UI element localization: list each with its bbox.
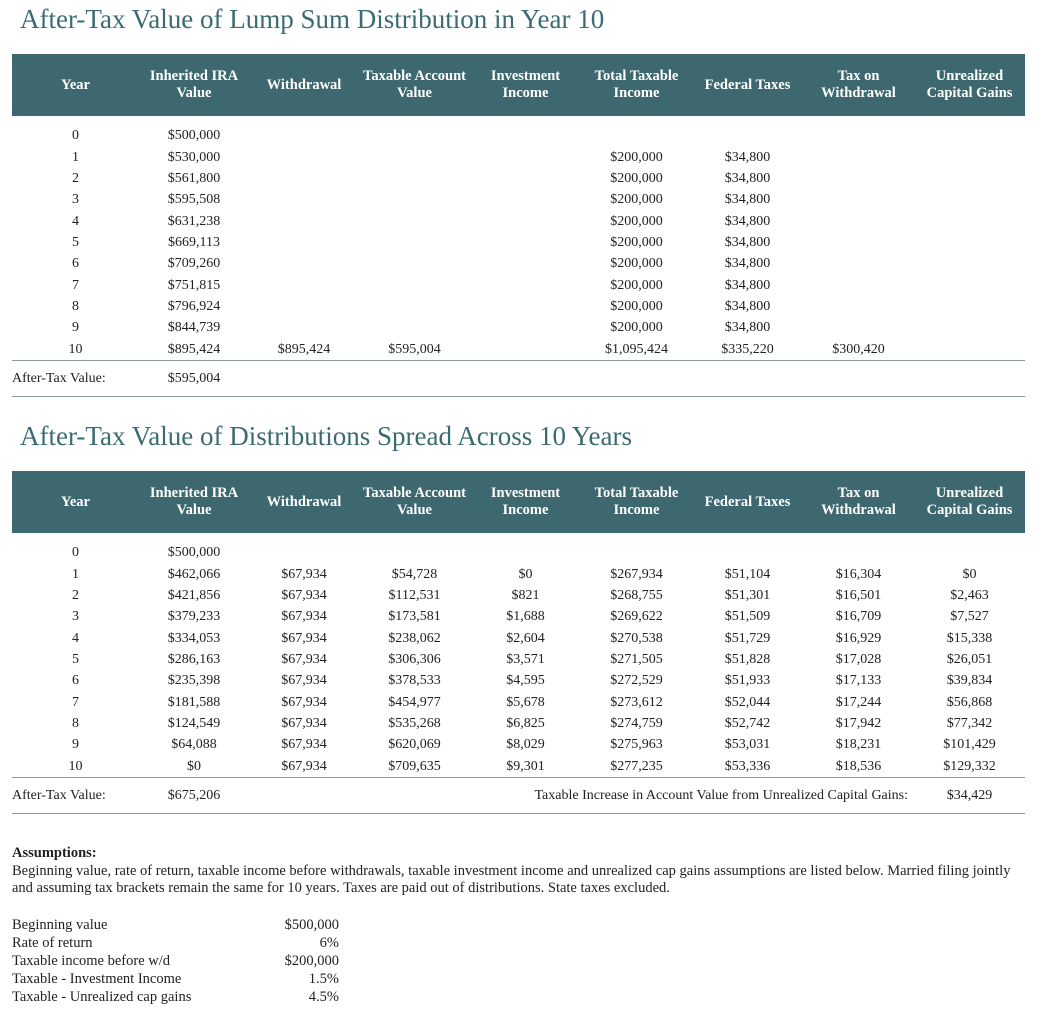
cell-investment-income [470, 338, 581, 360]
cell-tax-on-withdrawal: $17,028 [835, 651, 882, 667]
cell-unrealized-capital-gains [914, 317, 1025, 338]
cell-withdrawal [249, 125, 359, 146]
cell-taxable-account-value: $454,977 [388, 694, 441, 710]
cell-total-taxable-income: $274,759 [610, 715, 663, 731]
cell-total-taxable-income: $267,934 [610, 566, 663, 582]
assumption-param-row [12, 952, 339, 970]
cell-withdrawal [249, 542, 359, 563]
cell-inherited-ira-value: $334,053 [167, 630, 221, 646]
cell-taxable-account-value [359, 189, 470, 210]
cell-tax-on-withdrawal: $16,501 [835, 587, 882, 603]
cell-unrealized-capital-gains [914, 253, 1025, 274]
cell-federal-taxes [692, 542, 803, 563]
header-year: Year [12, 54, 139, 116]
header-taxable-account-value: Taxable Account Value [359, 54, 470, 116]
cell-withdrawal [249, 232, 359, 253]
cell-investment-income: $4,595 [506, 673, 545, 689]
cell-federal-taxes: $34,800 [724, 213, 771, 229]
cell-taxable-account-value [359, 210, 470, 231]
table-row [12, 585, 1025, 606]
cell-year: 5 [72, 651, 79, 667]
cell-investment-income [470, 296, 581, 317]
cell-tax-on-withdrawal [803, 274, 914, 295]
cell-withdrawal: $67,934 [281, 587, 327, 603]
cell-year: 9 [72, 737, 79, 753]
assumption-param-label: Taxable income before w/d [12, 953, 171, 969]
cell-withdrawal [249, 210, 359, 231]
table-row [12, 189, 1025, 210]
cell-total-taxable-income: $1,095,424 [605, 341, 668, 357]
cell-investment-income [470, 210, 581, 231]
cell-unrealized-capital-gains [914, 210, 1025, 231]
cell-investment-income: $0 [518, 566, 533, 582]
cell-taxable-account-value: $173,581 [388, 609, 441, 625]
cell-year: 6 [72, 256, 79, 272]
cell-federal-taxes: $52,742 [724, 715, 771, 731]
spread-after-tax-row [12, 777, 1025, 813]
cell-year: 3 [72, 609, 79, 625]
assumptions-text: Beginning value, rate of return, taxable income before withdrawals, taxable investment income and unrealized cap gains assumptions are listed below. Married filing jointly and assuming tax brackets remain the same for 10 years. Taxes are paid out of distributions. State taxes excluded. [12, 862, 1011, 896]
header-inherited-ira-value: Inherited IRA Value [139, 54, 249, 116]
table-row [12, 563, 1025, 584]
assumption-param-row [12, 934, 339, 952]
cell-federal-taxes: $34,800 [724, 256, 771, 272]
cell-investment-income [470, 542, 581, 563]
cell-total-taxable-income: $200,000 [610, 213, 663, 229]
cell-taxable-account-value [359, 253, 470, 274]
cell-total-taxable-income: $200,000 [610, 170, 663, 186]
cell-tax-on-withdrawal: $16,929 [835, 630, 882, 646]
assumption-param-label: Beginning value [12, 917, 108, 933]
header-taxable-account-value: Taxable Account Value [359, 471, 470, 533]
after-tax-label: After-Tax Value: [12, 777, 139, 813]
cell-unrealized-capital-gains [914, 146, 1025, 167]
lump-after-tax-row [12, 360, 1025, 396]
cell-year: 10 [68, 758, 83, 774]
cell-taxable-account-value: $595,004 [388, 341, 441, 357]
cell-taxable-account-value [359, 168, 470, 189]
cell-unrealized-capital-gains [914, 125, 1025, 146]
cell-year: 7 [72, 694, 79, 710]
cell-withdrawal: $67,934 [281, 758, 327, 774]
cell-federal-taxes [692, 125, 803, 146]
cell-taxable-account-value: $306,306 [388, 651, 441, 667]
cell-federal-taxes: $51,301 [724, 587, 771, 603]
cell-federal-taxes: $53,336 [724, 758, 771, 774]
header-federal-taxes: Federal Taxes [692, 54, 803, 116]
cell-federal-taxes: $51,509 [724, 609, 771, 625]
cell-federal-taxes: $34,800 [724, 320, 771, 336]
spread-table-body [12, 533, 1025, 777]
cell-unrealized-capital-gains [914, 274, 1025, 295]
cell-inherited-ira-value: $631,238 [167, 213, 221, 229]
cell-tax-on-withdrawal [803, 146, 914, 167]
cell-total-taxable-income: $277,235 [610, 758, 663, 774]
table-row [12, 691, 1025, 712]
cell-investment-income [470, 232, 581, 253]
cell-inherited-ira-value: $796,924 [167, 298, 221, 314]
assumptions-block [12, 845, 1027, 898]
cell-withdrawal [249, 253, 359, 274]
assumption-param-value: 4.5% [308, 989, 339, 1005]
cell-total-taxable-income: $272,529 [610, 673, 663, 689]
cell-federal-taxes: $53,031 [724, 737, 771, 753]
cell-federal-taxes: $51,104 [724, 566, 771, 582]
cell-taxable-account-value [359, 232, 470, 253]
cell-unrealized-capital-gains: $129,332 [943, 758, 996, 774]
cell-investment-income [470, 189, 581, 210]
cell-unrealized-capital-gains: $39,834 [946, 673, 993, 689]
assumption-param-value: 1.5% [308, 971, 339, 987]
cell-unrealized-capital-gains: $0 [962, 566, 977, 582]
header-unrealized-capital-gains: Unrealized Capital Gains [914, 471, 1025, 533]
cell-tax-on-withdrawal [803, 253, 914, 274]
cell-withdrawal: $67,934 [281, 673, 327, 689]
cell-year: 3 [72, 192, 79, 208]
cell-inherited-ira-value: $462,066 [167, 566, 221, 582]
cell-year: 4 [72, 213, 79, 229]
cell-investment-income [470, 125, 581, 146]
cell-tax-on-withdrawal: $16,304 [835, 566, 882, 582]
cell-inherited-ira-value: $421,856 [167, 587, 221, 603]
cell-federal-taxes: $34,800 [724, 234, 771, 250]
cell-year: 7 [72, 277, 79, 293]
spread-title: After-Tax Value of Distributions Spread Across 10 Years [20, 421, 632, 451]
cell-total-taxable-income: $275,963 [610, 737, 663, 753]
table-row [12, 168, 1025, 189]
cell-taxable-account-value: $709,635 [388, 758, 441, 774]
cell-withdrawal [249, 189, 359, 210]
cell-withdrawal: $67,934 [281, 737, 327, 753]
cell-tax-on-withdrawal [803, 168, 914, 189]
cell-withdrawal: $67,934 [281, 651, 327, 667]
header-year: Year [12, 471, 139, 533]
assumption-param-label: Taxable - Unrealized cap gains [12, 989, 192, 1005]
cell-withdrawal: $67,934 [281, 566, 327, 582]
cell-tax-on-withdrawal: $18,536 [835, 758, 882, 774]
table-row [12, 338, 1025, 360]
header-investment-income: Investment Income [470, 471, 581, 533]
cell-federal-taxes: $34,800 [724, 192, 771, 208]
cell-investment-income [470, 146, 581, 167]
cell-unrealized-capital-gains: $26,051 [946, 651, 993, 667]
cell-tax-on-withdrawal [803, 125, 914, 146]
cell-taxable-account-value: $112,531 [388, 587, 441, 603]
cell-taxable-account-value [359, 125, 470, 146]
cell-inherited-ira-value: $379,233 [167, 609, 221, 625]
cell-investment-income [470, 274, 581, 295]
table-row [12, 542, 1025, 563]
cell-total-taxable-income: $200,000 [610, 298, 663, 314]
cell-inherited-ira-value: $669,113 [168, 234, 220, 250]
cell-unrealized-capital-gains [914, 296, 1025, 317]
lump-sum-table [12, 54, 1025, 397]
cell-investment-income [470, 168, 581, 189]
table-row [12, 713, 1025, 734]
table-row [12, 755, 1025, 777]
cell-unrealized-capital-gains: $101,429 [943, 737, 996, 753]
cell-year: 0 [72, 545, 79, 561]
cell-year: 10 [68, 341, 83, 357]
cell-federal-taxes: $51,729 [724, 630, 771, 646]
cell-investment-income: $2,604 [506, 630, 545, 646]
cell-withdrawal [249, 168, 359, 189]
cell-inherited-ira-value: $530,000 [167, 149, 221, 165]
cell-tax-on-withdrawal: $17,244 [835, 694, 882, 710]
cell-inherited-ira-value: $124,549 [167, 715, 221, 731]
cell-year: 2 [72, 587, 79, 603]
assumption-param-value: 6% [319, 935, 339, 951]
table-row [12, 606, 1025, 627]
table-row [12, 734, 1025, 755]
table-row [12, 125, 1025, 146]
cell-year: 1 [72, 149, 79, 165]
assumption-param-row [12, 988, 339, 1006]
cell-investment-income: $9,301 [506, 758, 545, 774]
header-total-taxable-income: Total Taxable Income [581, 54, 692, 116]
cell-withdrawal: $67,934 [281, 694, 327, 710]
cell-unrealized-capital-gains [914, 189, 1025, 210]
cell-year: 8 [72, 298, 79, 314]
cell-year: 8 [72, 715, 79, 731]
cell-inherited-ira-value: $64,088 [171, 737, 217, 753]
cell-withdrawal [249, 274, 359, 295]
cell-taxable-account-value: $54,728 [391, 566, 438, 582]
table-row [12, 232, 1025, 253]
cell-withdrawal: $67,934 [281, 715, 327, 731]
cell-withdrawal: $895,424 [277, 341, 331, 357]
cell-unrealized-capital-gains [914, 232, 1025, 253]
cell-inherited-ira-value: $709,260 [167, 256, 221, 272]
table-row [12, 210, 1025, 231]
cell-inherited-ira-value: $844,739 [167, 320, 221, 336]
cell-year: 2 [72, 170, 79, 186]
cell-year: 1 [72, 566, 79, 582]
header-withdrawal: Withdrawal [249, 471, 359, 533]
cell-investment-income: $6,825 [506, 715, 545, 731]
cell-inherited-ira-value: $500,000 [167, 545, 221, 561]
cell-inherited-ira-value: $561,800 [167, 170, 221, 186]
assumption-param-label: Rate of return [12, 935, 93, 951]
cell-total-taxable-income [581, 125, 692, 146]
cell-tax-on-withdrawal [803, 232, 914, 253]
cell-unrealized-capital-gains: $7,527 [950, 609, 989, 625]
table-row [12, 296, 1025, 317]
cell-total-taxable-income: $200,000 [610, 277, 663, 293]
after-tax-value: $675,206 [139, 777, 249, 813]
cell-taxable-account-value [359, 296, 470, 317]
cell-year: 9 [72, 320, 79, 336]
header-tax-on-withdrawal: Tax on Withdrawal [803, 54, 914, 116]
cell-unrealized-capital-gains [914, 338, 1025, 360]
unrealized-gains-label: Taxable Increase in Account Value from Unrealized Capital Gains: [470, 777, 914, 813]
cell-federal-taxes: $34,800 [724, 277, 771, 293]
cell-total-taxable-income: $200,000 [610, 256, 663, 272]
cell-tax-on-withdrawal: $17,942 [835, 715, 882, 731]
cell-tax-on-withdrawal [803, 189, 914, 210]
header-investment-income: Investment Income [470, 54, 581, 116]
cell-tax-on-withdrawal: $16,709 [835, 609, 882, 625]
cell-taxable-account-value [359, 274, 470, 295]
cell-investment-income: $5,678 [506, 694, 545, 710]
header-inherited-ira-value: Inherited IRA Value [139, 471, 249, 533]
table-header-row [12, 54, 1025, 116]
cell-inherited-ira-value: $751,815 [167, 277, 221, 293]
cell-withdrawal [249, 146, 359, 167]
assumption-parameters [12, 916, 339, 1006]
cell-federal-taxes: $52,044 [724, 694, 771, 710]
cell-tax-on-withdrawal: $17,133 [835, 673, 882, 689]
table-row [12, 253, 1025, 274]
cell-withdrawal: $67,934 [281, 609, 327, 625]
table-row [12, 146, 1025, 167]
cell-investment-income: $3,571 [506, 651, 545, 667]
cell-investment-income: $821 [511, 587, 540, 603]
cell-taxable-account-value [359, 317, 470, 338]
cell-unrealized-capital-gains [914, 542, 1025, 563]
header-unrealized-capital-gains: Unrealized Capital Gains [914, 54, 1025, 116]
cell-federal-taxes: $51,933 [724, 673, 771, 689]
cell-unrealized-capital-gains: $15,338 [946, 630, 993, 646]
cell-federal-taxes: $34,800 [724, 298, 771, 314]
cell-tax-on-withdrawal [803, 542, 914, 563]
table-header-row [12, 471, 1025, 533]
cell-tax-on-withdrawal [803, 317, 914, 338]
assumption-param-row [12, 916, 339, 934]
cell-total-taxable-income: $273,612 [610, 694, 663, 710]
table-row [12, 627, 1025, 648]
cell-total-taxable-income: $269,622 [610, 609, 663, 625]
header-withdrawal: Withdrawal [249, 54, 359, 116]
cell-federal-taxes: $51,828 [724, 651, 771, 667]
cell-investment-income: $8,029 [506, 737, 545, 753]
cell-taxable-account-value [359, 542, 470, 563]
cell-inherited-ira-value: $895,424 [167, 341, 221, 357]
cell-tax-on-withdrawal: $18,231 [835, 737, 882, 753]
cell-inherited-ira-value: $235,398 [167, 673, 221, 689]
cell-total-taxable-income: $200,000 [610, 320, 663, 336]
cell-unrealized-capital-gains: $2,463 [950, 587, 989, 603]
assumption-param-row [12, 970, 339, 988]
cell-investment-income [470, 253, 581, 274]
cell-unrealized-capital-gains [914, 168, 1025, 189]
cell-withdrawal: $67,934 [281, 630, 327, 646]
cell-total-taxable-income: $200,000 [610, 234, 663, 250]
unrealized-gains-value: $34,429 [914, 777, 1025, 813]
assumptions-heading: Assumptions: [12, 845, 97, 861]
spread-table [12, 471, 1025, 814]
cell-year: 6 [72, 673, 79, 689]
lump-sum-title: After-Tax Value of Lump Sum Distribution in Year 10 [20, 4, 605, 34]
header-total-taxable-income: Total Taxable Income [581, 471, 692, 533]
cell-total-taxable-income [581, 542, 692, 563]
cell-taxable-account-value: $378,533 [388, 673, 441, 689]
after-tax-value: $595,004 [139, 360, 249, 396]
cell-year: 4 [72, 630, 79, 646]
cell-total-taxable-income: $268,755 [610, 587, 663, 603]
cell-withdrawal [249, 317, 359, 338]
cell-taxable-account-value: $238,062 [388, 630, 441, 646]
after-tax-label: After-Tax Value: [12, 360, 139, 396]
cell-total-taxable-income: $200,000 [610, 192, 663, 208]
cell-investment-income: $1,688 [506, 609, 545, 625]
cell-inherited-ira-value: $500,000 [167, 128, 221, 144]
cell-year: 5 [72, 234, 79, 250]
cell-taxable-account-value [359, 146, 470, 167]
assumption-param-value: $200,000 [284, 953, 339, 969]
table-row [12, 317, 1025, 338]
cell-federal-taxes: $34,800 [724, 149, 771, 165]
cell-taxable-account-value: $620,069 [388, 737, 441, 753]
cell-inherited-ira-value: $286,163 [167, 651, 221, 667]
table-row [12, 649, 1025, 670]
cell-inherited-ira-value: $595,508 [167, 192, 221, 208]
cell-federal-taxes: $34,800 [724, 170, 771, 186]
cell-unrealized-capital-gains: $56,868 [946, 694, 993, 710]
header-federal-taxes: Federal Taxes [692, 471, 803, 533]
cell-investment-income [470, 317, 581, 338]
cell-total-taxable-income: $200,000 [610, 149, 663, 165]
cell-total-taxable-income: $271,505 [610, 651, 663, 667]
cell-withdrawal [249, 296, 359, 317]
cell-inherited-ira-value: $0 [187, 758, 201, 774]
cell-unrealized-capital-gains: $77,342 [946, 715, 993, 731]
cell-year: 0 [72, 128, 79, 144]
table-row [12, 274, 1025, 295]
cell-taxable-account-value: $535,268 [388, 715, 441, 731]
cell-tax-on-withdrawal [803, 296, 914, 317]
table-row [12, 670, 1025, 691]
lump-sum-table-body [12, 116, 1025, 360]
cell-inherited-ira-value: $181,588 [167, 694, 221, 710]
cell-federal-taxes: $335,220 [721, 341, 774, 357]
assumption-param-value: $500,000 [284, 917, 339, 933]
cell-tax-on-withdrawal [803, 210, 914, 231]
assumption-param-label: Taxable - Investment Income [12, 971, 182, 987]
cell-total-taxable-income: $270,538 [610, 630, 663, 646]
header-tax-on-withdrawal: Tax on Withdrawal [803, 471, 914, 533]
cell-tax-on-withdrawal: $300,420 [832, 341, 885, 357]
